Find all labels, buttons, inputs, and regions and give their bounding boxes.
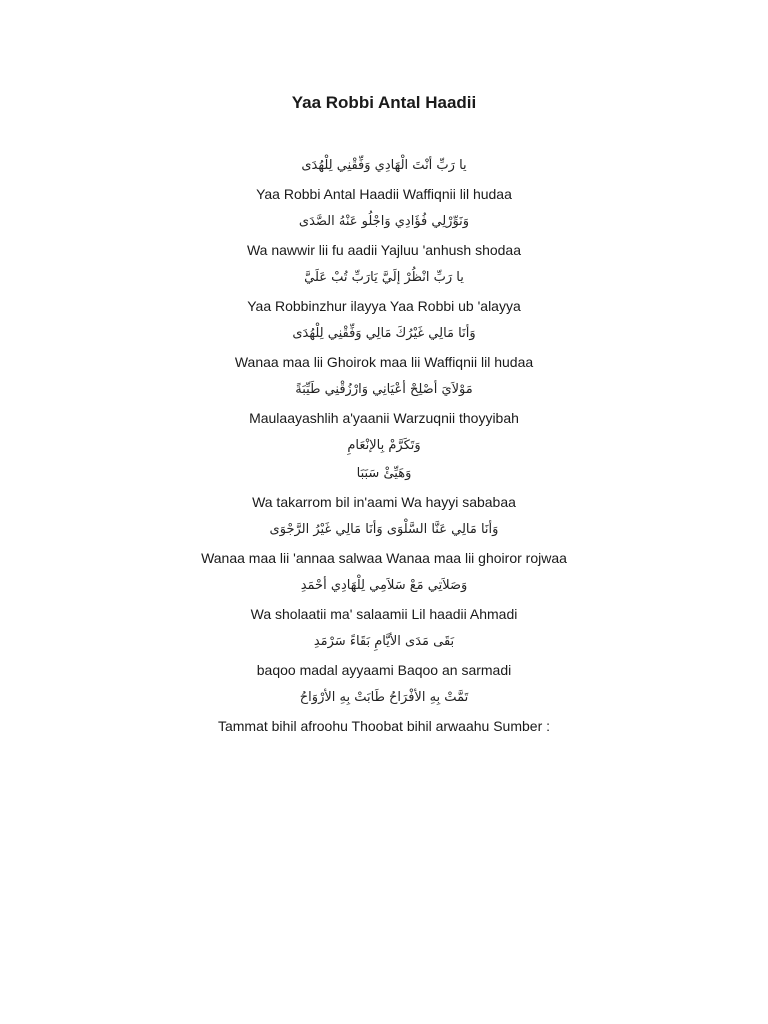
arabic-line-row (0, 684, 768, 712)
transliteration-line-row (0, 600, 768, 628)
arabic-line: وَأنَا مَالِي عَنَّا السَّلْوَى وَأنَا مَالِي غَيْرُ الرَّجْوَى (269, 522, 499, 537)
arabic-line-row (0, 572, 768, 600)
document-title: Yaa Robbi Antal Haadii (291, 93, 477, 112)
transliteration-line: Yaa Robbinzhur ilayya Yaa Robbi ub 'alayya (247, 298, 521, 314)
arabic-line-row (0, 432, 768, 460)
arabic-line: يا رَبِّ انْظُرْ إلَيَّ يَارَبِّ تُبْ عَلَيَّ (304, 270, 464, 285)
lyrics-block (0, 152, 768, 740)
transliteration-line: Wa takarrom bil in'aami Wa hayyi sababaa (252, 494, 516, 510)
transliteration-line-row (0, 236, 768, 264)
transliteration-line: Maulaayashlih a'yaanii Warzuqnii thoyyibah (249, 410, 519, 426)
arabic-line-row (0, 628, 768, 656)
arabic-line: وَصَلاَتِي مَعْ سَلاَمِي لِلْهَادِي أحْمَدِ (300, 578, 468, 593)
transliteration-line-row (0, 712, 768, 740)
transliteration-line-row (0, 656, 768, 684)
arabic-line: مَوْلاَيَ أصْلِحْ أعْيَانِي وَارْزُقْنِي طَيِّبَةً (295, 382, 473, 397)
transliteration-line: Tammat bihil afroohu Thoobat bihil arwaahu Sumber : (217, 718, 551, 734)
transliteration-line: baqoo madal ayyaami Baqoo an sarmadi (256, 662, 512, 678)
transliteration-line-row (0, 348, 768, 376)
arabic-line: وَأنَا مَالِي غَيْرُكَ مَالِي وَفِّقْنِي لِلْهُدَى (292, 326, 476, 341)
transliteration-line-row (0, 488, 768, 516)
arabic-line: بَقَى مَدَى الأيَّامِ بَقَاءً سَرْمَدِ (313, 634, 455, 649)
arabic-line: تَمَّتْ بِهِ الأفْرَاحُ طَابَتْ بِهِ الأرْوَاحُ (299, 690, 469, 705)
arabic-line-row (0, 320, 768, 348)
arabic-line: وَهَيِّئْ سَبَبَا (356, 466, 412, 481)
transliteration-line: Wa sholaatii ma' salaamii Lil haadii Ahmadi (250, 606, 518, 622)
transliteration-line: Wanaa maa lii Ghoirok maa lii Waffiqnii lil hudaa (234, 354, 534, 370)
arabic-line-row (0, 516, 768, 544)
transliteration-line-row (0, 404, 768, 432)
arabic-line-row (0, 460, 768, 488)
arabic-line: يا رَبِّ أنْتَ الْهَادِي وَفِّقْنِي لِلْهُدَى (301, 158, 467, 173)
transliteration-line: Wanaa maa lii 'annaa salwaa Wanaa maa lii ghoiror rojwaa (201, 550, 567, 566)
transliteration-line-row (0, 544, 768, 572)
arabic-line: وَتَكَرَّمْ بِالإنْعَامِ (347, 438, 421, 453)
arabic-line-row (0, 376, 768, 404)
transliteration-line: Wa nawwir lii fu aadii Yajluu 'anhush shodaa (246, 242, 522, 258)
arabic-line-row (0, 152, 768, 180)
transliteration-line: Yaa Robbi Antal Haadii Waffiqnii lil hudaa (256, 186, 512, 202)
transliteration-line-row (0, 180, 768, 208)
arabic-line-row (0, 208, 768, 236)
transliteration-line-row (0, 292, 768, 320)
arabic-line-row (0, 264, 768, 292)
arabic-line: وَنَوِّرْلِي فُؤَادِي وَاجْلُو عَنْهُ الصَّدَى (298, 214, 470, 229)
